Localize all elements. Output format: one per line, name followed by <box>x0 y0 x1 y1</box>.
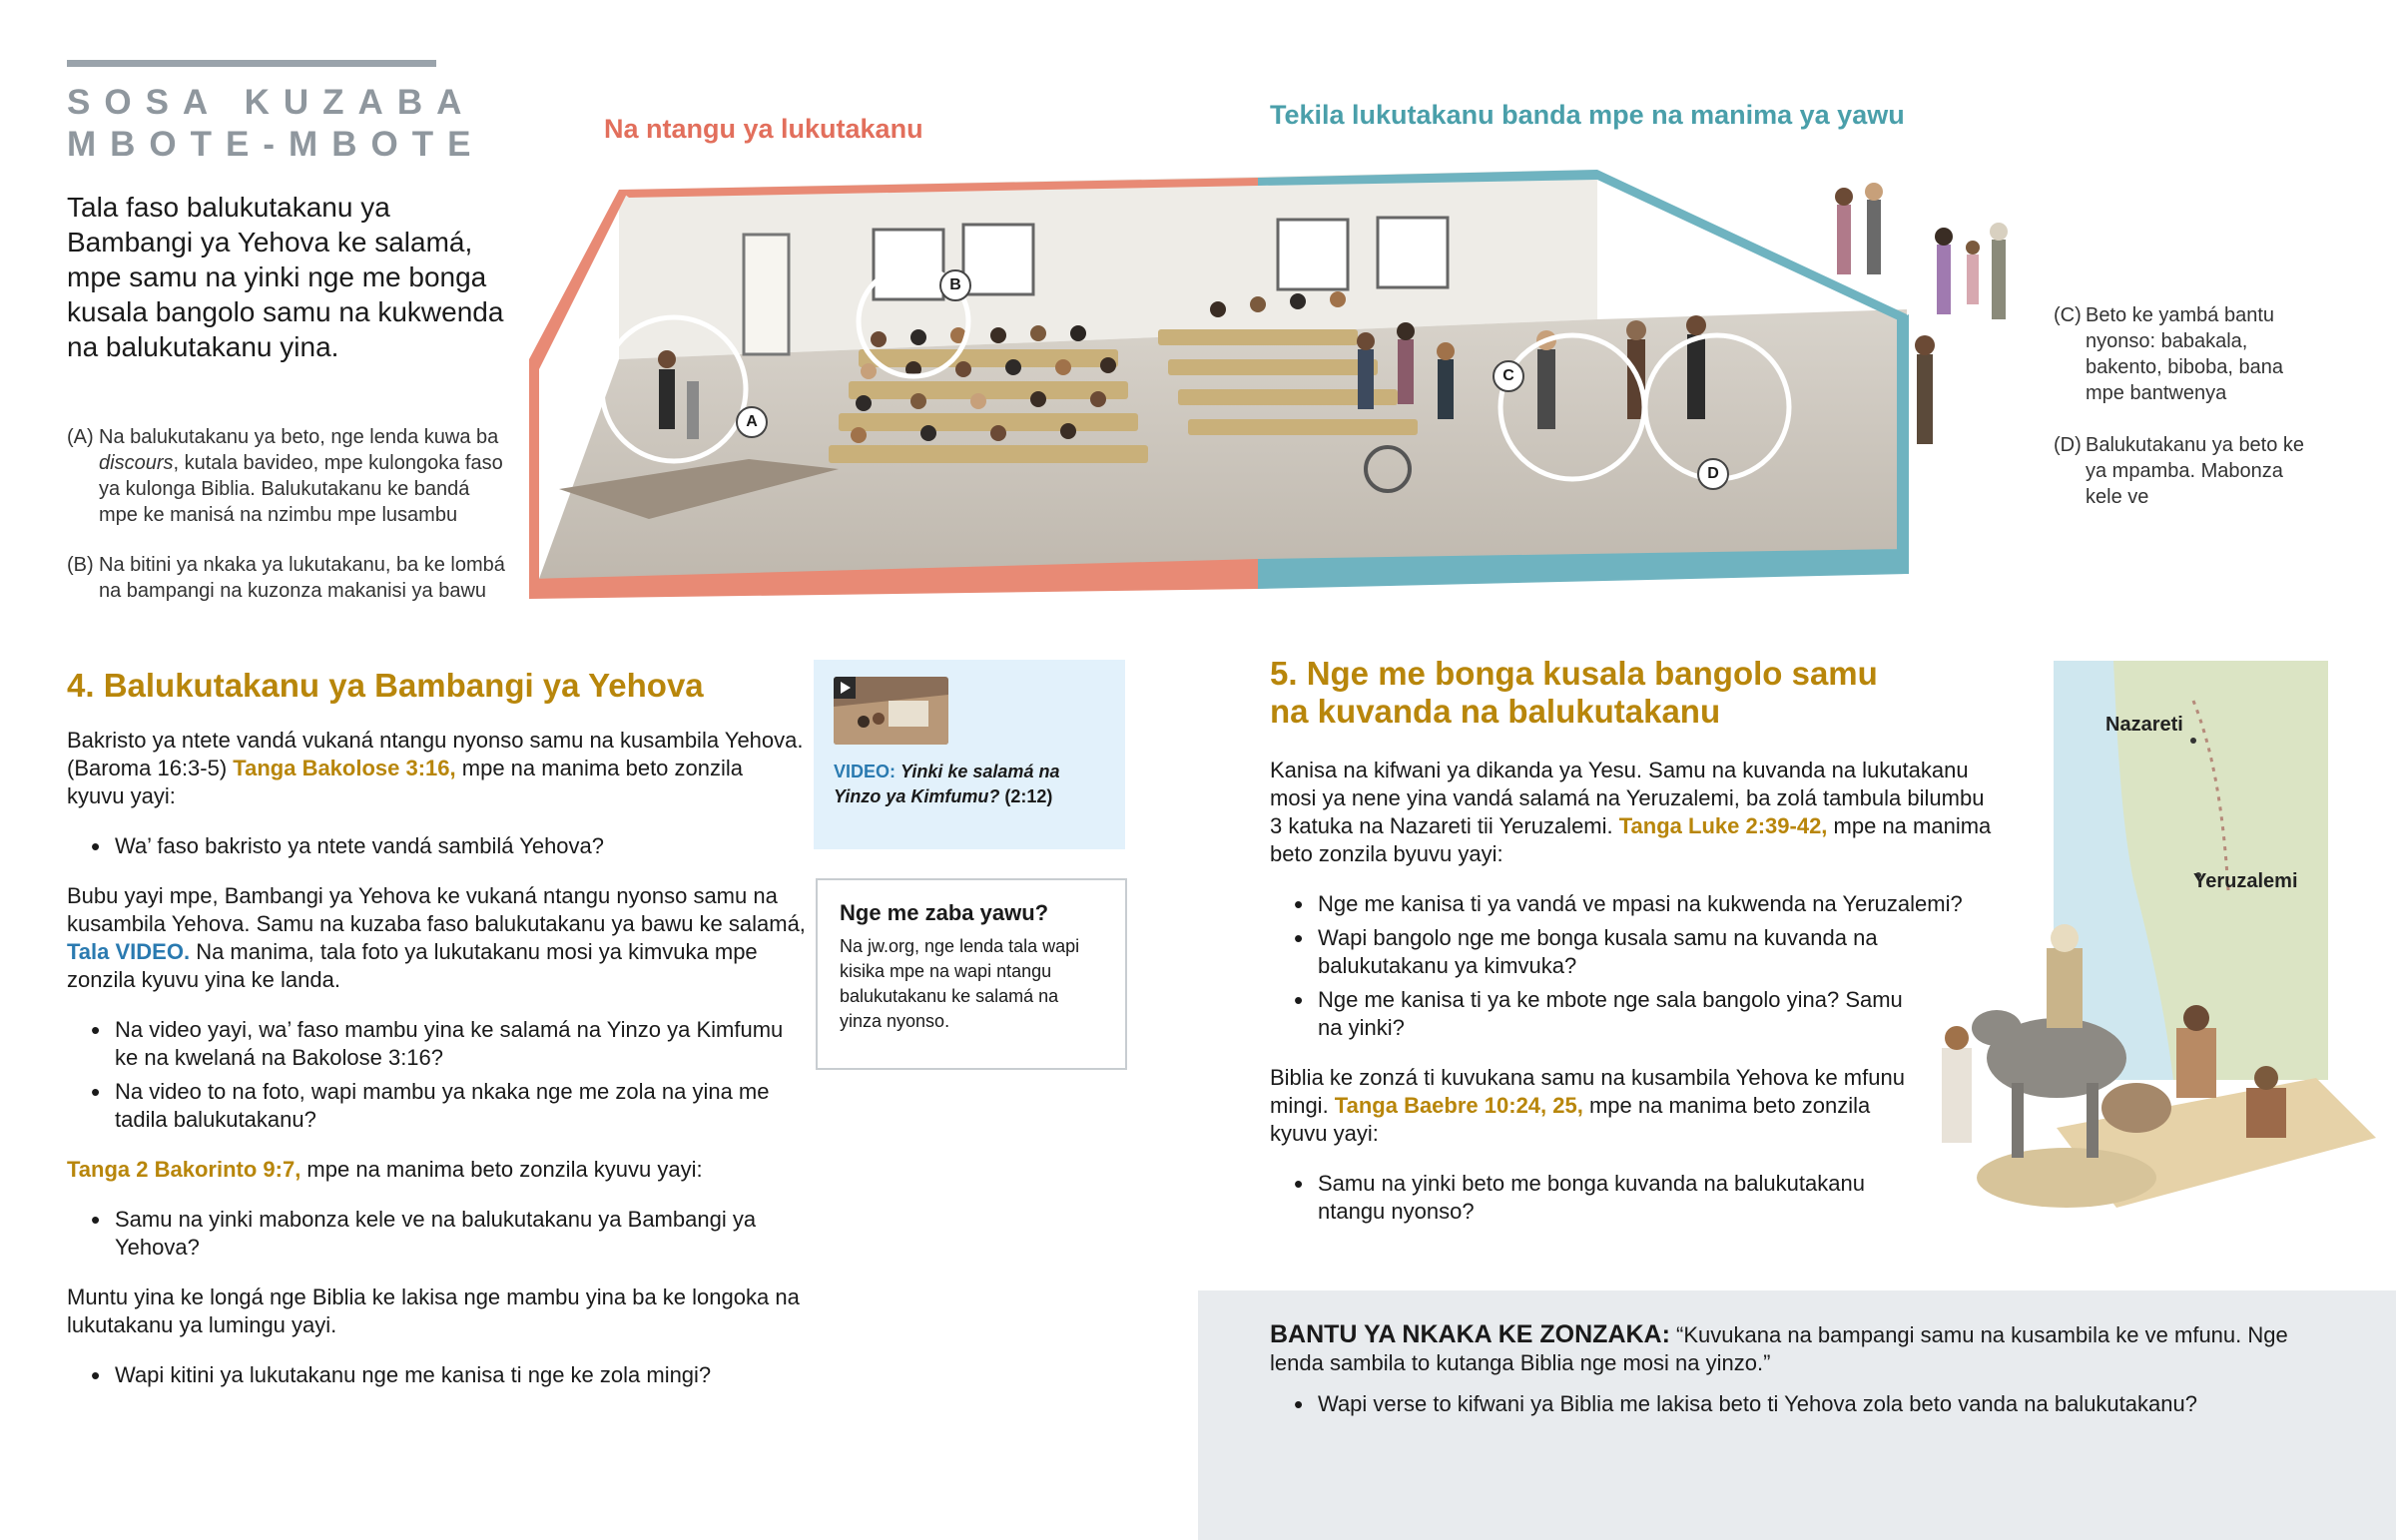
door <box>744 235 789 354</box>
section-5-paragraph-1: Kanisa na kifwani ya dikanda ya Yesu. Samu na kuvanda na lukutakanu mosi ya nene yina vandá salamá na Yeruzalemi, ba zolá tambula bilumbu 3 katuka na Nazareti tii Yeruzalemi. Tanga Luke 2:39-42, mpe na manima beto zonzila byuvu yayi: <box>1270 758 1992 866</box>
arriving-people-illustration <box>1817 175 2047 474</box>
travelers-illustration <box>1917 878 2376 1228</box>
section-5-title: 5. Nge me bonga kusala bangolo samu na kuvanda na balukutakanu <box>1270 655 1878 730</box>
page-kicker <box>67 82 486 166</box>
marker-d: D <box>1697 458 1729 490</box>
intro-text: Tala faso balukutakanu ya Bambangi ya Yehova ke salamá, mpe samu na yinki nge me bonga kusala bangolo samu na kukwenda na balukutakanu yina. <box>67 192 504 362</box>
question-item: • Nge me kanisa ti ya vandá ve mpasi na kukwenda na Yeruzalemi? <box>1270 890 1999 918</box>
note-b-label: (B) <box>67 554 94 576</box>
question-item: • Samu na yinki beto me bonga kuvanda na balukutakanu ntangu nyonso? <box>1270 1170 1919 1226</box>
section-4-paragraph-4: Muntu yina ke longá nge Biblia ke lakisa nge mambu yina ba ke longoka na lukutakanu ya lumingu yayi. <box>67 1284 800 1337</box>
note-b-text: Na bitini ya nkaka ya lukutakanu, ba ke lombá na bampangi na kuzonza makanisi ya bawu <box>99 554 505 602</box>
others-say-text <box>1270 1320 2338 1377</box>
map-label-jerusalem: Yeruzalemi <box>2193 870 2298 892</box>
marker-c: C <box>1493 360 1524 392</box>
question-item: • Wapi bangolo nge me bonga kusala samu na kuvanda na balukutakanu ya kimvuka? <box>1270 924 1917 980</box>
kingdom-hall-illustration <box>519 160 1947 599</box>
section-5-paragraph-2: Biblia ke zonzá ti kuvukana samu na kusambila Yehova ke mfunu mingi. Tanga Baebre 10:24, 25, mpe na manima beto zonzila kyuvu yayi: <box>1270 1065 1905 1146</box>
section-4-body <box>67 727 806 1411</box>
question-item: • Samu na yinki mabonza kele ve na balukutakanu ya Bambangi ya Yehova? <box>67 1206 806 1262</box>
note-d <box>2054 432 2313 510</box>
section-4-title: 4. Balukutakanu ya Bambangi ya Yehova <box>67 667 704 704</box>
section-4-paragraph-2: Bubu yayi mpe, Bambangi ya Yehova ke vukaná ntangu nyonso samu na kusambila Yehova. Samu na kuzaba faso balukutakanu ya bawu ke salamá, Tala VIDEO. Na manima, tala foto ya lukutakanu mosi ya kimvuka mpe zonzila kyuvu yina ke landa. <box>67 883 806 992</box>
question-item: • Wapi verse to kifwani ya Biblia me lakisa beto ti Yehova zola beto vanda na balukutakanu? <box>1270 1390 2348 1418</box>
kicker-line-1: SOSA KUZABA <box>67 83 476 122</box>
video-duration: (2:12) <box>1004 786 1053 806</box>
basket <box>2101 1083 2171 1133</box>
question-item: • Wa’ faso bakristo ya ntete vandá sambilá Yehova? <box>67 832 806 860</box>
did-you-know-text: Na jw.org, nge lenda tala wapi kisika mpe na wapi ntangu balukutakanu ke salamá na yinza nyonso. <box>840 936 1080 1031</box>
section-4-paragraph-1: Bakristo ya ntete vandá vukaná ntangu nyonso samu na kusambila Yehova. (Baroma 16:3-5) Tanga Bakolose 3:16, mpe na manima beto zonzila kyuvu yayi: <box>67 728 804 808</box>
question-list <box>1270 1170 1919 1226</box>
question-list <box>67 1361 806 1389</box>
scripture-link[interactable]: Tanga Baebre 10:24, 25, <box>1334 1093 1583 1118</box>
video-thumbnail[interactable] <box>834 677 948 745</box>
note-d-label: (D) <box>2054 434 2082 456</box>
question-list <box>1270 890 1999 1042</box>
section-4-paragraph-3: Tanga 2 Bakorinto 9:7, mpe na manima beto zonzila kyuvu yayi: <box>67 1157 703 1182</box>
illustration-left-heading: Na ntangu ya lukutakanu <box>604 114 923 144</box>
header-rule <box>67 60 436 67</box>
note-b <box>67 552 511 604</box>
note-a <box>67 424 511 528</box>
scripture-link[interactable]: Tanga 2 Bakorinto 9:7, <box>67 1157 301 1182</box>
kicker-line-2: MBOTE-MBOTE <box>67 125 485 164</box>
scripture-link[interactable]: Tanga Luke 2:39-42, <box>1618 813 1828 838</box>
video-label: VIDEO: <box>834 762 897 781</box>
question-item: • Na video to na foto, wapi mambu ya nkaka nge me zola na yina me tadila balukutakanu? <box>67 1078 806 1134</box>
question-list <box>67 1016 806 1134</box>
note-a-text: Na balukutakanu ya beto, nge lenda kuwa ba discours, kutala bavideo, mpe kulongoka faso ya kulonga Biblia. Balukutakanu ke bandá mpe ke manisá na nzimbu mpe lusambu <box>99 426 503 526</box>
question-list <box>1270 1390 2348 1424</box>
video-title[interactable]: Yinki ke salamá na Yinzo ya Kimfumu? <box>834 762 1060 806</box>
others-say-box <box>1198 1290 2396 1540</box>
notes-left <box>67 424 511 624</box>
marker-b: B <box>939 269 971 301</box>
question-item: • Nge me kanisa ti ya ke mbote nge sala bangolo yina? Samu na yinki? <box>1270 986 1917 1042</box>
illustration-right-heading: Tekila lukutakanu banda mpe na manima ya yawu <box>1270 100 1905 130</box>
question-item: • Wapi kitini ya lukutakanu nge me kanisa ti nge ke zola mingi? <box>67 1361 806 1389</box>
hay <box>1977 1148 2156 1208</box>
note-c-label: (C) <box>2054 304 2082 326</box>
question-list <box>67 1206 806 1262</box>
others-say-label: BANTU YA NKAKA KE ZONZAKA: <box>1270 1320 1670 1348</box>
section-5-body <box>1270 757 1999 1248</box>
video-caption <box>834 760 1103 809</box>
notes-right <box>2054 302 2313 522</box>
map-label-nazareth: Nazareti <box>2105 714 2183 736</box>
others-say-quote: “Kuvukana na bampangi samu na kusambila ke ve mfunu. Nge lenda sambila to kutanga Biblia nge mosi na yinzo.” <box>1270 1322 2288 1375</box>
video-link[interactable]: Tala VIDEO. <box>67 939 191 964</box>
did-you-know-title: Nge me zaba yawu? <box>840 900 1049 925</box>
question-list <box>67 832 806 860</box>
note-c-text: Beto ke yambá bantu nyonso: babakala, bakento, biboba, bana mpe bantwenya <box>2086 304 2283 404</box>
note-a-label: (A) <box>67 426 94 448</box>
video-box[interactable] <box>814 660 1125 849</box>
note-d-text: Balukutakanu ya beto ke ya mpamba. Mabonza kele ve <box>2086 434 2305 508</box>
note-c <box>2054 302 2313 406</box>
window <box>1378 218 1448 287</box>
window <box>1278 220 1348 289</box>
scripture-link[interactable]: Tanga Bakolose 3:16, <box>233 756 456 780</box>
window <box>963 225 1033 294</box>
marker-a: A <box>736 406 768 438</box>
question-item: • Na video yayi, wa’ faso mambu yina ke salamá na Yinzo ya Kimfumu ke na kwelaná na Bakolose 3:16? <box>67 1016 806 1072</box>
did-you-know-box <box>816 878 1127 1070</box>
